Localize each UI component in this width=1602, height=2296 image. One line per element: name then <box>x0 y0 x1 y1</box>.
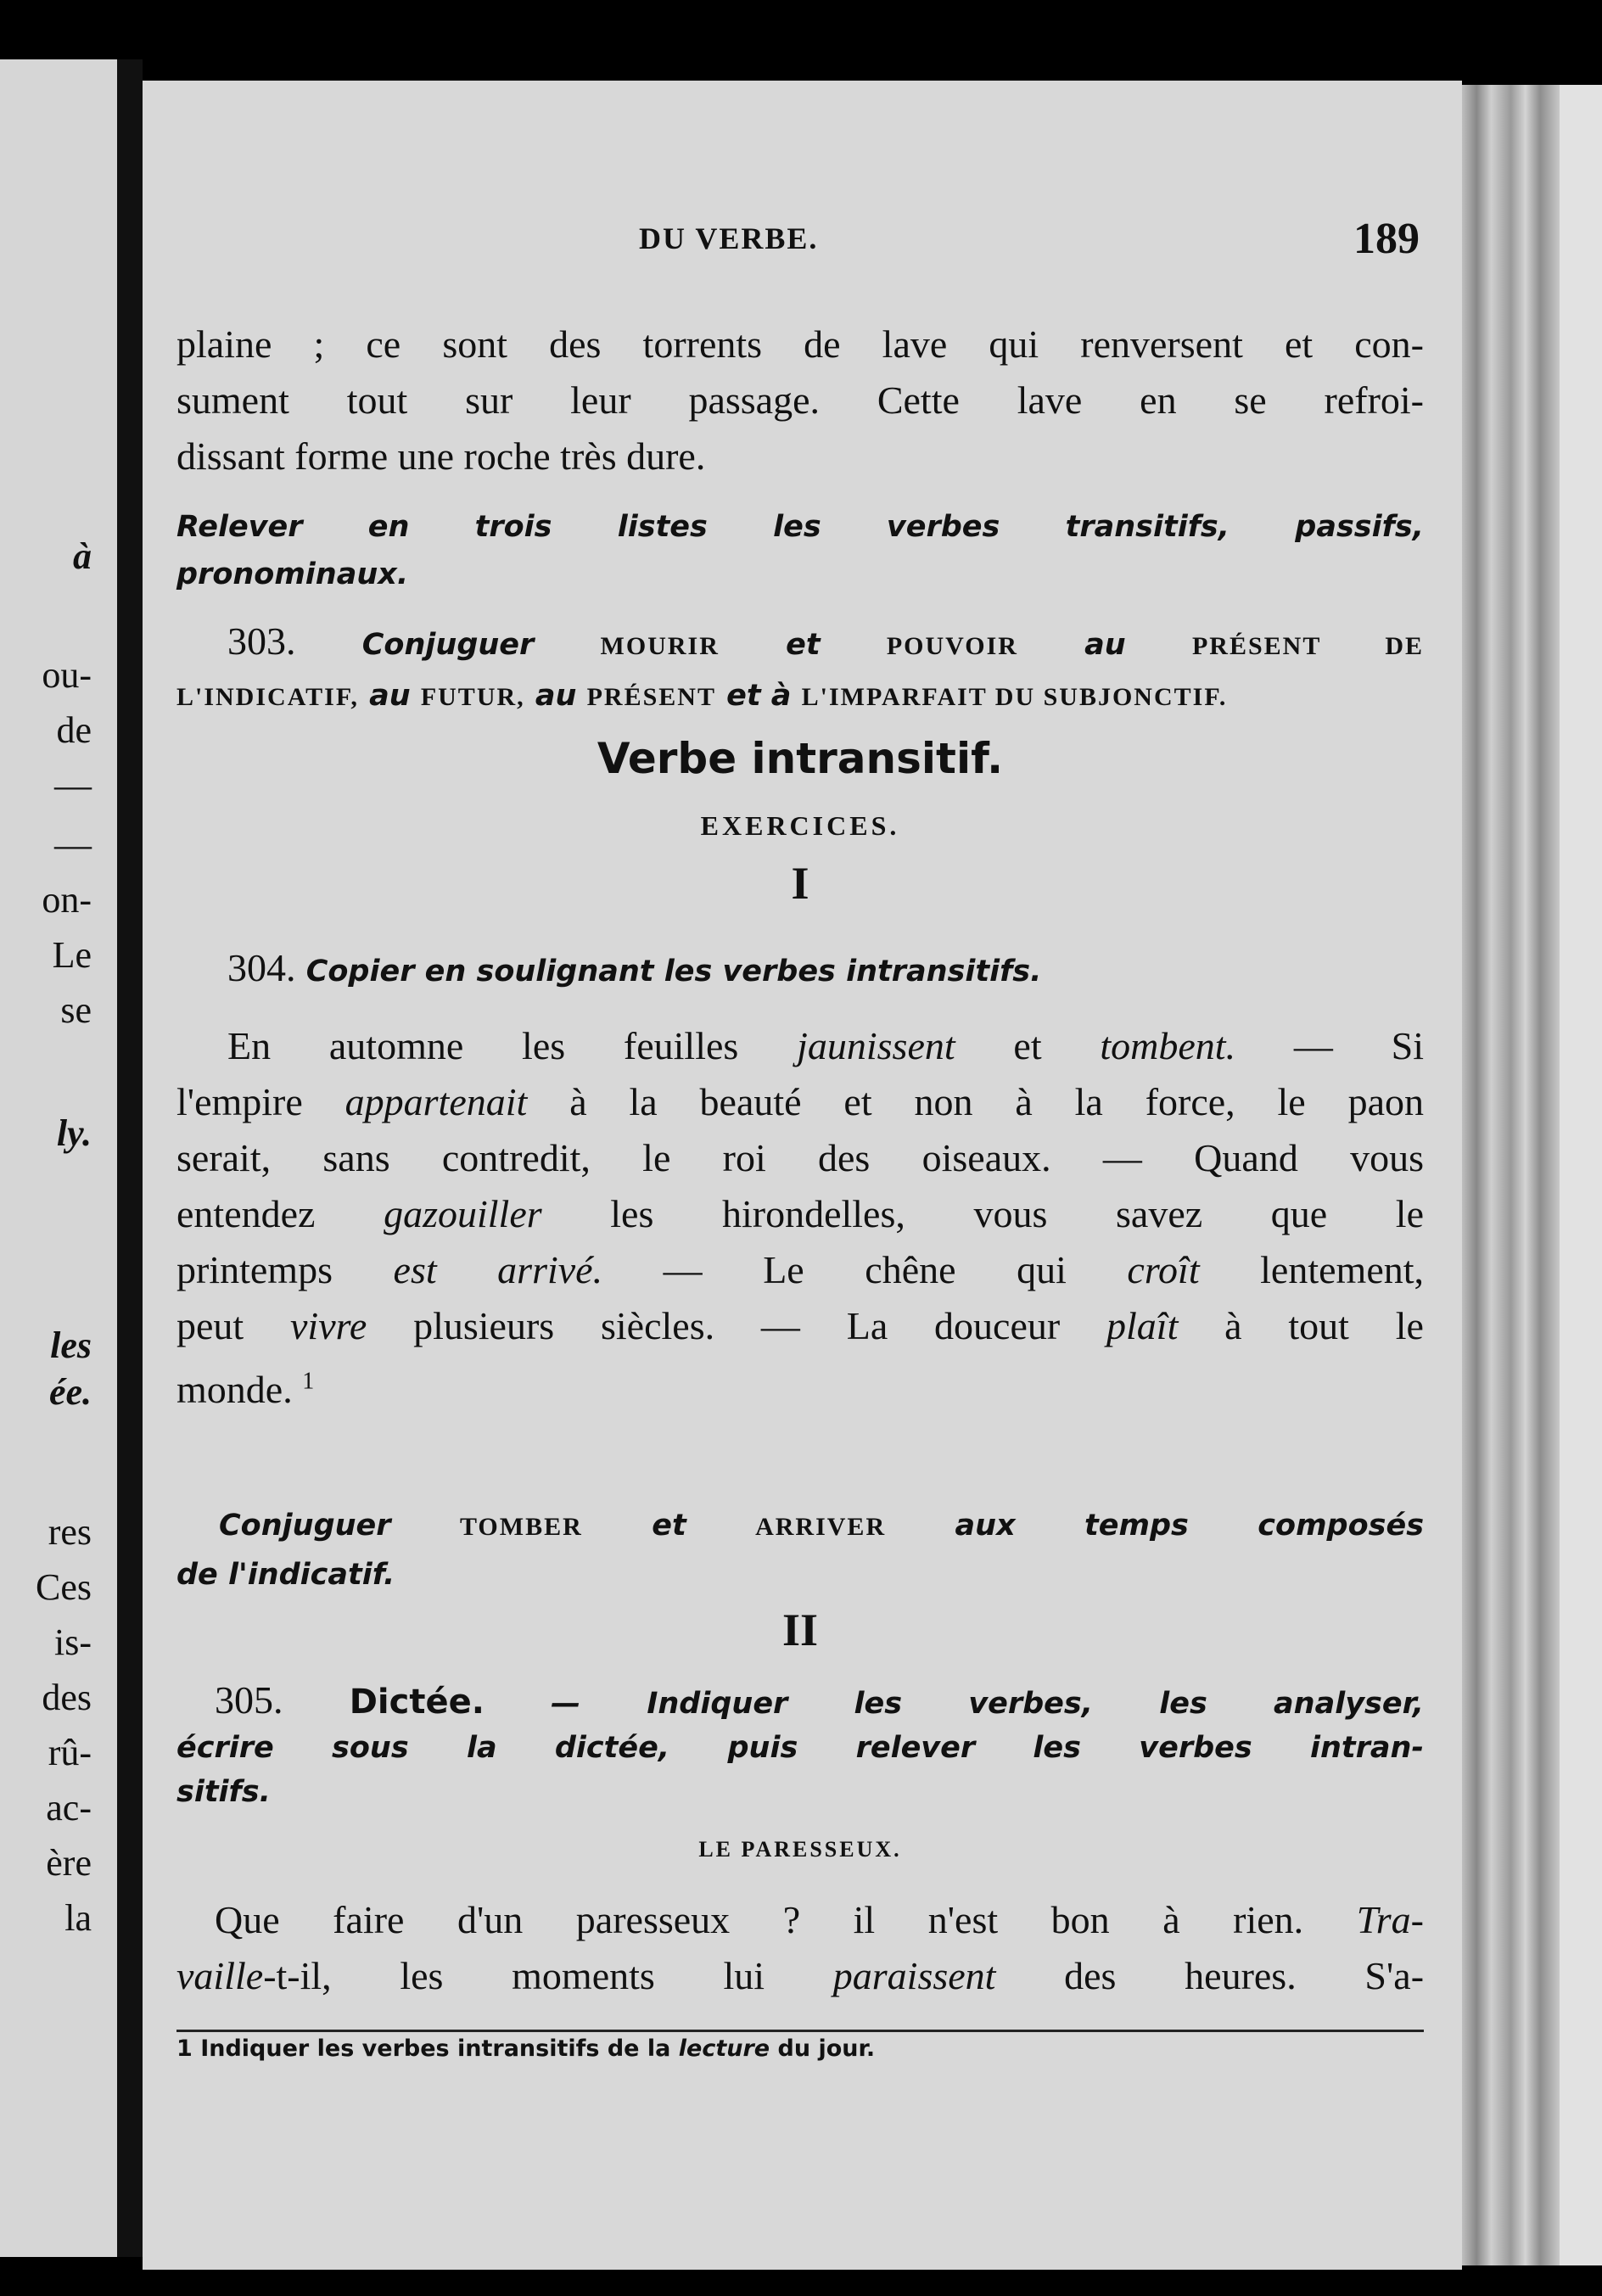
left-fragment: — <box>54 764 92 806</box>
instruction-word: Conjuguer <box>219 1509 391 1543</box>
text-line <box>176 1298 1424 1354</box>
left-fragment: ou- <box>42 654 92 696</box>
exercise-304 <box>176 944 1424 995</box>
instruction-word: Conjuguer <box>361 628 535 662</box>
instruction-word: au <box>535 679 577 713</box>
book-page <box>143 81 1462 2270</box>
tense-small-caps: FUTUR, <box>420 683 525 711</box>
verb-italic: plaît <box>1106 1304 1179 1347</box>
verb-italic: paraissent <box>832 1954 996 1997</box>
instruction-text: Copier en soulignant les verbes intransitifs. <box>305 955 1042 988</box>
instruction-304 <box>176 1502 1424 1599</box>
verb-italic: appartenait <box>344 1080 528 1123</box>
left-fragment: Ces <box>36 1566 92 1608</box>
instruction-word: et <box>652 1509 686 1543</box>
verb-italic: vivre <box>290 1304 367 1347</box>
left-fragment: de <box>56 709 92 751</box>
roman-numeral-1: I <box>791 858 809 909</box>
text-run: — Le chêne qui <box>602 1248 1128 1291</box>
instruction-word: au <box>1084 628 1126 662</box>
exercises-label: EXERCICES. <box>700 810 900 841</box>
exercise-number: 304. <box>227 946 296 989</box>
left-fragment: ère <box>46 1842 92 1884</box>
left-fragment: Le <box>52 934 92 976</box>
instruction-line: Relever en trois listes les verbes transitifs, passifs, <box>176 510 1424 544</box>
text-run: plusieurs siècles. — La douceur <box>367 1304 1107 1347</box>
exercise-number: 305. <box>215 1678 283 1722</box>
instruction-line: sitifs. <box>176 1775 271 1809</box>
text-run: lentement, <box>1199 1248 1425 1291</box>
instruction-302 <box>176 503 1424 598</box>
text-line <box>176 1892 1424 1948</box>
running-header <box>639 215 1420 272</box>
dictee-label: Dictée. <box>349 1683 485 1722</box>
verb-italic: vaille <box>176 1954 264 1997</box>
text-run: En automne les feuilles <box>227 1024 798 1067</box>
tense-small-caps: PRÉSENT <box>586 683 716 711</box>
verb-italic: est arrivé. <box>393 1248 603 1291</box>
footnote-number: 1 <box>176 2036 193 2062</box>
exercise-number: 303. <box>227 619 296 663</box>
left-fragment: ée. <box>48 1371 92 1413</box>
paragraph-302-end <box>176 316 1424 484</box>
text-line <box>176 1368 314 1411</box>
paragraph-305 <box>176 1892 1424 2004</box>
paragraph-304 <box>176 1018 1424 1418</box>
text-run: monde. <box>176 1368 293 1412</box>
instruction-word: aux temps composés <box>955 1509 1425 1543</box>
instruction-word: et à <box>726 679 792 713</box>
text-run: -t-il, les moments lui <box>263 1954 833 1997</box>
footnote-rule <box>176 2030 1424 2032</box>
left-fragment: res <box>48 1511 92 1553</box>
left-fragment: des <box>42 1677 92 1718</box>
text-run: Que faire d'un paresseux ? il n'est bon à rien. <box>215 1898 1357 1941</box>
instruction-line <box>176 1502 1424 1551</box>
running-title: DU VERBE. <box>639 221 819 255</box>
instruction-line: écrire sous la dictée, puis relever les verbes intran- <box>176 1731 1424 1765</box>
text-line: sument tout sur leur passage. Cette lave en se refroi- <box>176 378 1424 422</box>
text-line <box>176 1186 1424 1242</box>
left-fragment: is- <box>54 1621 92 1663</box>
text-line: serait, sans contredit, le roi des oiseaux. — Quand vous <box>176 1136 1424 1179</box>
instruction-word: au <box>369 679 411 713</box>
text-run: des heures. S'a- <box>995 1954 1425 1997</box>
text-run: l'empire <box>176 1080 345 1123</box>
left-fragment: ac- <box>46 1787 92 1828</box>
left-fragment: la <box>64 1897 92 1939</box>
roman-numeral-2: II <box>781 1604 819 1655</box>
text-run: entendez <box>176 1192 384 1235</box>
left-page-fragment <box>0 59 126 2257</box>
left-fragment: se <box>60 989 92 1031</box>
exercise-303 <box>176 617 1424 722</box>
footnote <box>176 2036 1424 2062</box>
text-line <box>176 1948 1424 2004</box>
verb-italic: gazouiller <box>384 1192 542 1235</box>
verb-italic: croît <box>1127 1248 1200 1291</box>
verb-italic: Tra- <box>1356 1898 1424 1941</box>
page-edge <box>1462 85 1560 2265</box>
page-gutter <box>117 59 143 2257</box>
exercise-303-line2 <box>176 679 1227 713</box>
footnote-text: Indiquer les verbes intransitifs de la <box>200 2036 679 2062</box>
text-run: — Si <box>1235 1024 1424 1067</box>
verb-italic: jaunissent <box>797 1024 955 1067</box>
tense-small-caps: PRÉSENT DE <box>1191 632 1425 660</box>
footnote-italic: lecture <box>678 2036 770 2062</box>
section-heading: Verbe intransitif. <box>597 734 1004 783</box>
exercise-303-line1 <box>176 617 1424 671</box>
left-fragment: — <box>54 824 92 865</box>
page-number: 189 <box>1353 215 1420 263</box>
text-line: plaine ; ce sont des torrents de lave qui renversent et con- <box>176 322 1424 366</box>
left-fragment: on- <box>42 879 92 921</box>
text-line: dissant forme une roche très dure. <box>176 434 706 478</box>
verb-italic: tombent. <box>1100 1024 1236 1067</box>
text-run: printemps <box>176 1248 394 1291</box>
text-line <box>176 1242 1424 1298</box>
text-run: peut <box>176 1304 291 1347</box>
tense-small-caps: L'IMPARFAIT DU SUBJONCTIF. <box>801 683 1228 711</box>
text-line <box>176 1074 1424 1130</box>
footnote-ref: 1 <box>302 1369 315 1395</box>
text-run: à tout le <box>1178 1304 1424 1347</box>
tense-small-caps: L'INDICATIF, <box>176 683 359 711</box>
instruction-line <box>176 1678 1424 1726</box>
exercise-305 <box>176 1678 1424 1814</box>
instruction-line: pronominaux. <box>176 557 409 591</box>
text-run: les hirondelles, vous savez que le <box>541 1192 1424 1235</box>
text-line <box>176 1018 1424 1074</box>
verb-small-caps: ARRIVER <box>755 1513 887 1541</box>
instruction-line: de l'indicatif. <box>176 1558 395 1592</box>
text-run: à la beauté et non à la force, le paon <box>527 1080 1425 1123</box>
verb-small-caps: MOURIR <box>600 632 720 660</box>
verb-small-caps: TOMBER <box>459 1513 583 1541</box>
verb-small-caps: POUVOIR <box>886 632 1018 660</box>
dictee-title: LE PARESSEUX. <box>698 1837 902 1862</box>
left-fragment: ly. <box>56 1112 92 1154</box>
instruction-text: — Indiquer les verbes, les analyser, <box>551 1687 1424 1721</box>
instruction-word: et <box>786 628 821 662</box>
text-run: et <box>955 1024 1101 1067</box>
left-fragment: les <box>50 1324 92 1366</box>
footnote-text: du jour. <box>770 2036 876 2062</box>
left-fragment: à <box>73 535 92 577</box>
page-edge-light <box>1560 85 1602 2265</box>
left-fragment: rû- <box>48 1732 92 1773</box>
